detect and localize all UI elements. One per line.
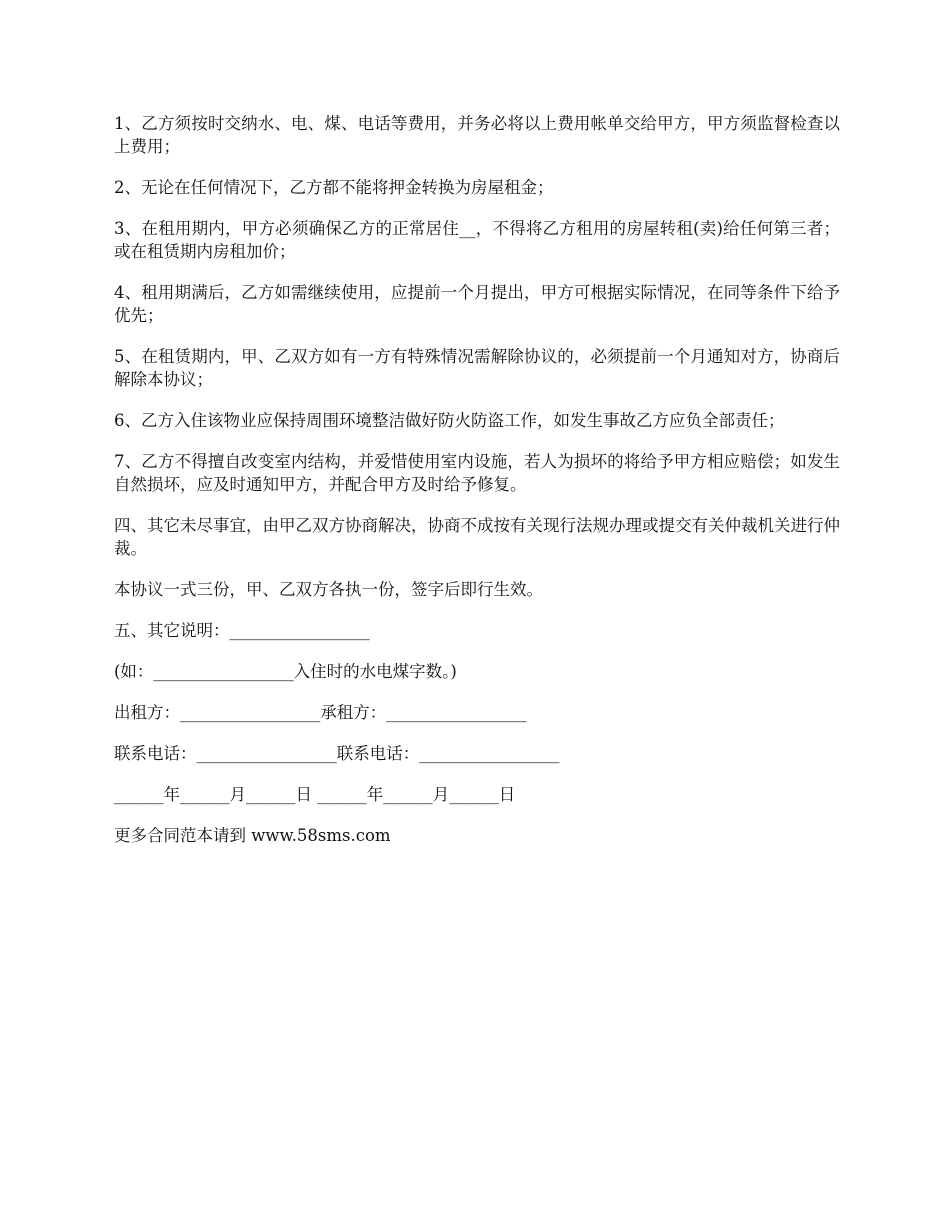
footer-link-text: 更多合同范本请到 www.58sms.com: [114, 826, 391, 845]
clause-5: 5、在租赁期内，甲、乙双方如有一方有特殊情况需解除协议的，必须提前一个月通知对方，协商后解除本协议；: [114, 347, 840, 389]
signature-dates: ______年______月______日 ______年______月______日: [114, 785, 516, 804]
clause-4: 4、租用期满后，乙方如需继续使用，应提前一个月提出，甲方可根据实际情况，在同等条件下给予优先；: [114, 283, 840, 325]
clause-2: 2、无论在任何情况下，乙方都不能将押金转换为房屋租金；: [114, 178, 554, 197]
signature-parties: 出租方：_________________承租方：_________________: [114, 703, 527, 722]
section-four: 四、其它未尽事宜，由甲乙双方协商解决，协商不成按有关现行法规办理或提交有关仲裁机关进行仲裁。: [114, 516, 840, 558]
meter-readings-note: (如：_________________入住时的水电煤字数。): [114, 662, 457, 681]
section-five-notes: 五、其它说明：_________________: [114, 621, 370, 640]
clause-6: 6、乙方入住该物业应保持周围环境整洁做好防火防盗工作，如发生事故乙方应负全部责任；: [114, 411, 785, 430]
copies-note: 本协议一式三份，甲、乙双方各执一份，签字后即行生效。: [114, 580, 543, 599]
clause-3: 3、在租用期内，甲方必须确保乙方的正常居住__，不得将乙方租用的房屋转租(卖)给任何第三者；或在租赁期内房租加价；: [114, 219, 840, 261]
clause-7: 7、乙方不得擅自改变室内结构，并爱惜使用室内设施，若人为损坏的将给予甲方相应赔偿；如发生自然损坏，应及时通知甲方，并配合甲方及时给予修复。: [114, 452, 840, 494]
document-body: [114, 112, 840, 865]
clause-1: 1、乙方须按时交纳水、电、煤、电话等费用，并务必将以上费用帐单交给甲方，甲方须监督检查以上费用；: [114, 114, 840, 156]
contact-phones: 联系电话：_________________联系电话：_________________: [114, 744, 560, 763]
